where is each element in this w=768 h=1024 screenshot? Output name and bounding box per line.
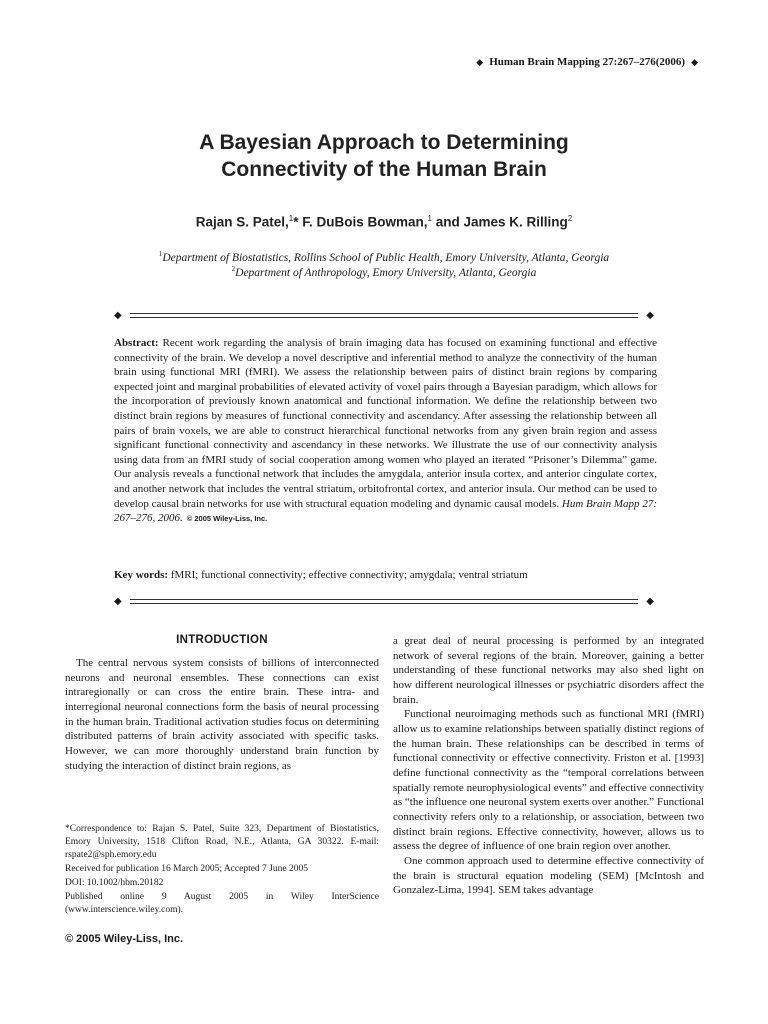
affiliation-2 (60, 265, 708, 279)
author-3: and James K. Rilling (431, 214, 568, 230)
affiliation-2-text: Department of Anthropology, Emory University, Atlanta, Georgia (235, 266, 537, 279)
diamond-icon: ◆ (646, 310, 654, 321)
author-2-affil: 1 (427, 214, 432, 223)
divider-rule (130, 603, 638, 604)
published-note: Published online 9 August 2005 in Wiley InterScience (www.interscience.wiley.com). (65, 892, 379, 915)
footnotes (65, 823, 379, 918)
right-column (393, 634, 704, 898)
divider-rule (130, 313, 638, 314)
section-divider (114, 312, 654, 322)
journal-citation: Human Brain Mapping 27:267–276(2006) (489, 56, 686, 68)
section-heading-introduction: INTRODUCTION (176, 634, 268, 646)
section-divider (114, 598, 654, 608)
left-column (65, 656, 379, 773)
abstract-label: Abstract: (114, 337, 159, 349)
diamond-icon: ◆ (114, 310, 122, 321)
author-1: Rajan S. Patel, (195, 214, 289, 230)
correspondence-note: *Correspondence to: Rajan S. Patel, Suite 323, Department of Biostatistics, Emory University, 1518 Clifton Road, N.E., Atlanta, GA 30322. E-mail: rspate2@sph.emory.edu (65, 824, 379, 860)
keywords (114, 568, 657, 582)
intro-paragraph-2: Functional neuroimaging methods such as functional MRI (fMRI) allow us to examine relationships between spatially distinct regions of the human brain. These relationships can be described in terms of functional connectivity or effective connectivity. Friston et al. [1993] define functional connectivity as the “temporal correlations between spatially remote neurophysiological events” and effective connectivity as “the influence one neuronal system exerts over another.” Functional connectivity refers only to a relationship, or association, between two distinct brain regions. Effective connectivity, however, allows us to assess the degree of influence of one brain region over another. (393, 708, 704, 853)
diamond-icon: ◆ (114, 596, 122, 607)
author-2: F. DuBois Bowman, (298, 214, 428, 230)
affiliation-2-number: 2 (231, 265, 236, 273)
corresponding-mark: * (293, 214, 299, 230)
abstract-citation: Hum Brain Mapp 27: 267–276, 2006. (114, 497, 657, 525)
affiliation-1 (60, 250, 708, 264)
paper-title (80, 129, 688, 183)
keywords-label: Key words: (114, 569, 169, 581)
author-3-affil: 2 (567, 214, 573, 223)
intro-paragraph-continued: a great deal of neural processing is performed by an integrated network of several regions of the brain. Moreover, gaining a better understanding of these functional networks may also shed light on how different neurological illnesses or psychiatric disorders affect the brain. (393, 635, 704, 706)
diamond-icon: ◆ (691, 57, 698, 67)
diamond-icon: ◆ (476, 57, 484, 67)
affiliation-1-number: 1 (158, 250, 163, 258)
title-line-1: A Bayesian Approach to Determining (199, 131, 569, 154)
abstract-copyright: © 2005 Wiley-Liss, Inc. (186, 514, 268, 524)
divider-rule (130, 599, 638, 600)
affiliation-1-text: Department of Biostatistics, Rollins School of Public Health, Emory University, Atlanta, Georgia (162, 251, 610, 264)
received-note: Received for publication 16 March 2005; Accepted 7 June 2005 (65, 864, 308, 874)
author-list (60, 214, 708, 230)
running-header (470, 56, 704, 68)
doi-note: DOI: 10.1002/hbm.20182 (65, 878, 164, 888)
diamond-icon: ◆ (646, 596, 654, 607)
author-1-affil: 1 (288, 214, 294, 223)
intro-paragraph-3: One common approach used to determine effective connectivity of the brain is structural equation modeling (SEM) [McIntosh and Gonzalez-Lima, 1994]. SEM takes advantage (393, 854, 704, 897)
copyright-notice: © 2005 Wiley-Liss, Inc. (65, 933, 184, 945)
divider-rule (130, 317, 638, 318)
abstract-body: Recent work regarding the analysis of brain imaging data has focused on examining functional and effective connectivity of the brain. We develop a novel descriptive and inferential method to analyze the connectivity of the human brain using functional MRI (fMRI). We assess the relationship between pairs of distinct brain regions by comparing expected joint and marginal probabilities of elevated activity of voxel pairs through a Bayesian paradigm, which allows for the incorporation of previously known anatomical and functional information. We define the relationship between two distinct brain regions by measures of functional connectivity and ascendancy. After assessing the relationship between all pairs of brain voxels, we are able to construct hierarchical functional networks from any given brain region and assess significant functional connectivity and ascendancy in these networks. We illustrate the use of our connectivity analysis using data from an fMRI study of social cooperation among women who played an iterated “Prisoner’s Dilemma” game. Our analysis reveals a functional network that includes the amygdala, anterior insula cortex, and anterior cingulate cortex, and another network that includes the ventral striatum, orbitofrontal cortex, and anterior insula. Our method can be used to develop causal brain networks for use with structural equation modeling and dynamic causal models. (114, 337, 657, 510)
title-line-2: Connectivity of the Human Brain (221, 158, 547, 181)
keywords-text: fMRI; functional connectivity; effective connectivity; amygdala; ventral striatum (168, 569, 528, 581)
abstract (114, 336, 657, 527)
intro-paragraph-1: The central nervous system consists of billions of interconnected neurons and neuronal ensembles. These connections can exist intraregionally or can cross the entire brain. These intra- and interregional neuronal connections form the basis of neural processing in the human brain. Traditional activation studies focus on determining distributed patterns of brain activity associated with specific tasks. However, we can more thoroughly understand brain function by studying the interaction of distinct brain regions, as (65, 657, 379, 772)
